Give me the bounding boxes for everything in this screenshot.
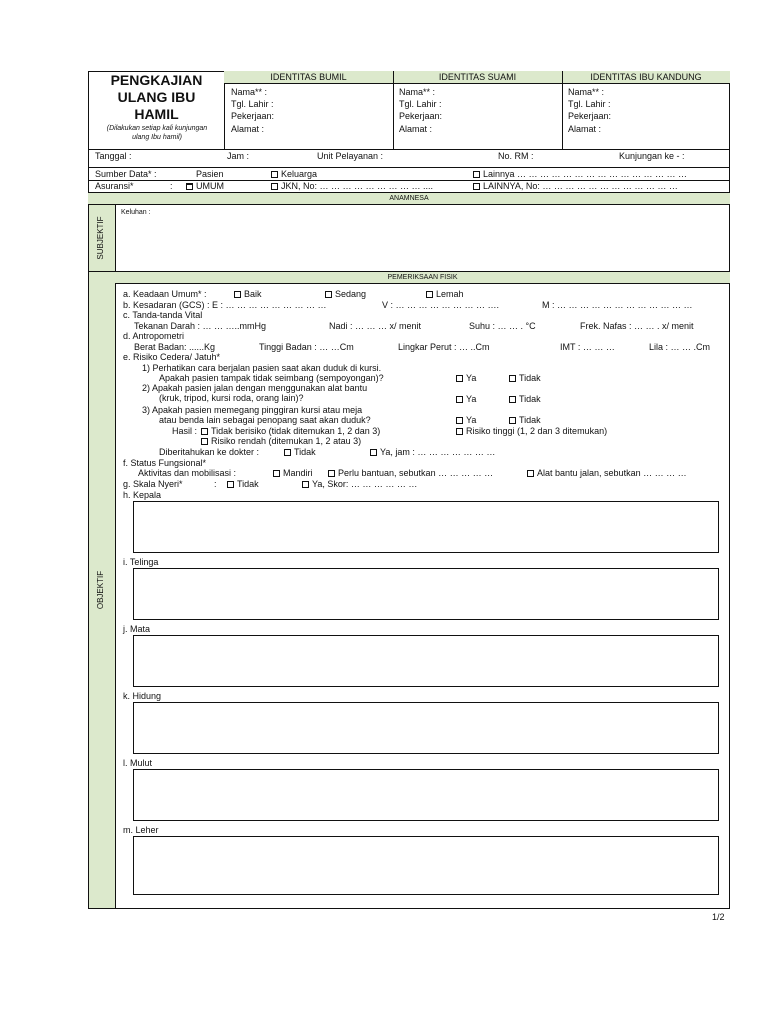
unit-pelayanan-field[interactable]: Unit Pelayanan :: [317, 151, 384, 161]
asuransi-jkn-option[interactable]: [271, 181, 433, 192]
mulut-input[interactable]: [133, 769, 719, 821]
hasil-risiko-tinggi-label: Risiko tinggi (1, 2 dan 3 ditemukan): [466, 426, 608, 436]
nyeri-tidak-label: Tidak: [237, 479, 259, 489]
checkbox-icon[interactable]: [370, 449, 377, 456]
kepala-input[interactable]: [133, 501, 719, 553]
leher-label: m. Leher: [123, 825, 159, 835]
checkbox-icon[interactable]: [284, 449, 291, 456]
asuransi-label: Asuransi*: [95, 181, 134, 191]
risiko-q2-tidak-option[interactable]: [509, 394, 541, 405]
suhu-field[interactable]: Suhu : … … . °C: [469, 321, 536, 331]
checkbox-icon[interactable]: [456, 428, 463, 435]
jam-field[interactable]: Jam :: [227, 151, 250, 161]
telinga-label: i. Telinga: [123, 557, 159, 567]
aktivitas-label: Aktivitas dan mobilisasi :: [138, 468, 237, 478]
asuransi-lainnya-label: LAINNYA, No: … … … … … … … … … … … …: [483, 181, 678, 191]
alat-bantu-option[interactable]: [527, 468, 687, 479]
hasil-tidak-berisiko-label: Tidak berisiko (tidak ditemukan 1, 2 dan 3): [211, 426, 381, 436]
checkbox-icon[interactable]: [426, 291, 433, 298]
risiko-q1-detail: Apakah pasien tampak tidak seimbang (sempoyongan)?: [159, 373, 384, 383]
checkbox-icon[interactable]: [325, 291, 332, 298]
kepala-label: h. Kepala: [123, 490, 162, 500]
tidak-label: Tidak: [519, 373, 541, 383]
checkbox-icon[interactable]: [456, 396, 463, 403]
asuransi-jkn-label: JKN, No: … … … … … … … … … ....: [281, 181, 434, 191]
identity-header-bumil: IDENTITAS BUMIL: [270, 72, 347, 82]
title-note: (Dilakukan setiap kali kunjungan ulang Ibu hamil): [106, 125, 208, 141]
asuransi-umum-label: UMUM: [196, 181, 224, 191]
asuransi-umum-option[interactable]: [186, 181, 224, 192]
checkbox-icon[interactable]: [473, 171, 480, 178]
hidung-label: k. Hidung: [123, 691, 162, 701]
checkbox-icon[interactable]: [186, 183, 193, 190]
hasil-risiko-rendah-option[interactable]: [201, 436, 361, 447]
hasil-risiko-rendah-label: Risiko rendah (ditemukan 1, 2 atau 3): [211, 436, 362, 446]
checkbox-icon[interactable]: [201, 428, 208, 435]
mandiri-option[interactable]: [273, 468, 313, 479]
checkbox-icon[interactable]: [509, 396, 516, 403]
checkbox-icon[interactable]: [271, 171, 278, 178]
tidak-label: Tidak: [519, 394, 541, 404]
checkbox-icon[interactable]: [273, 470, 280, 477]
keadaan-baik-option[interactable]: [234, 289, 262, 300]
ya-label: Ya: [466, 394, 477, 404]
risiko-q2-text: 2) Apakah pasien jalan dengan menggunakan alat bantu: [142, 383, 368, 393]
checkbox-icon[interactable]: [509, 417, 516, 424]
divider: [88, 167, 730, 168]
risiko-cedera-label: e. Risiko Cedera/ Jatuh*: [123, 352, 221, 362]
bumil-tgl-lahir-field[interactable]: Tgl. Lahir :: [231, 99, 274, 109]
suami-nama-field[interactable]: Nama** :: [399, 87, 436, 97]
skala-nyeri-colon: :: [214, 479, 217, 489]
status-fungsional-label: f. Status Fungsional*: [123, 458, 207, 468]
hasil-risiko-tinggi-option[interactable]: [456, 426, 607, 437]
kunjungan-field[interactable]: Kunjungan ke - :: [619, 151, 685, 161]
divider: [88, 149, 730, 150]
nadi-field[interactable]: Nadi : … … … x/ menit: [329, 321, 422, 331]
asuransi-lainnya-option[interactable]: [473, 181, 678, 192]
nyeri-tidak-option[interactable]: [227, 479, 259, 490]
lila-field[interactable]: Lila : … … .Cm: [649, 342, 711, 352]
risiko-q1-ya-option[interactable]: [456, 373, 476, 384]
sumber-data-label: Sumber Data* :: [95, 169, 157, 179]
no-rm-field[interactable]: No. RM :: [498, 151, 534, 161]
ibu-kandung-alamat-field[interactable]: Alamat :: [568, 124, 602, 134]
kesadaran-v-field[interactable]: V : … … … … … … … … ….: [382, 300, 500, 310]
bumil-nama-field[interactable]: Nama** :: [231, 87, 268, 97]
imt-field[interactable]: IMT : … … …: [560, 342, 615, 352]
antropometri-label: d. Antropometri: [123, 331, 185, 341]
perlu-bantuan-label: Perlu bantuan, sebutkan … … … … …: [338, 468, 494, 478]
checkbox-icon[interactable]: [234, 291, 241, 298]
checkbox-icon[interactable]: [201, 438, 208, 445]
tanggal-field[interactable]: Tanggal :: [95, 151, 132, 161]
checkbox-icon[interactable]: [456, 417, 463, 424]
page-number: 1/2: [712, 912, 725, 922]
kesadaran-e-field[interactable]: b. Kesadaran (GCS) : E : … … … … … … … … …: [123, 300, 327, 310]
keadaan-lemah-label: Lemah: [436, 289, 464, 299]
title-line-1: PENGKAJIAN: [110, 72, 203, 88]
keadaan-umum-label: a. Keadaan Umum* :: [123, 289, 207, 299]
alat-bantu-label: Alat bantu jalan, sebutkan … … … …: [537, 468, 687, 478]
risiko-q3-ya-option[interactable]: [456, 415, 476, 426]
kesadaran-m-field[interactable]: M : … … … … … … … … … … … …: [542, 300, 693, 310]
sumber-pasien-label: Pasien: [196, 169, 224, 179]
asuransi-colon: :: [170, 181, 173, 191]
ibu-kandung-tgl-lahir-field[interactable]: Tgl. Lahir :: [568, 99, 611, 109]
keluhan-label: Keluhan :: [121, 209, 151, 216]
sumber-lainnya-label: Lainnya … … … … … … … … … … … … … … …: [483, 169, 688, 179]
risiko-q2-detail: (kruk, tripod, kursi roda, orang lain)?: [159, 393, 304, 403]
ya-label: Ya: [466, 415, 477, 425]
ibu-kandung-pekerjaan-field[interactable]: Pekerjaan:: [568, 111, 612, 121]
tidak-label: Tidak: [519, 415, 541, 425]
hidung-input[interactable]: [133, 702, 719, 754]
diberitahukan-label: Diberitahukan ke dokter :: [159, 447, 260, 457]
checkbox-icon[interactable]: [509, 375, 516, 382]
form-title: [89, 72, 224, 123]
ya-label: Ya: [466, 373, 477, 383]
berat-badan-field[interactable]: Berat Badan: ......Kg: [134, 342, 216, 352]
subjektif-label: SUBJEKTIF: [96, 216, 105, 260]
nyeri-ya-option[interactable]: [302, 479, 417, 490]
keadaan-baik-label: Baik: [244, 289, 262, 299]
objektif-label: OBJEKTIF: [96, 570, 105, 610]
skala-nyeri-label: g. Skala Nyeri*: [123, 479, 183, 489]
keadaan-lemah-option[interactable]: [426, 289, 464, 300]
diberitahukan-ya-option[interactable]: [370, 447, 495, 458]
tidak-label: Tidak: [294, 447, 316, 457]
lingkar-perut-field[interactable]: Lingkar Perut : … ..Cm: [398, 342, 490, 352]
keadaan-sedang-option[interactable]: [325, 289, 366, 300]
checkbox-icon[interactable]: [302, 481, 309, 488]
pemeriksaan-label: PEMERIKSAAN FISIK: [387, 274, 458, 281]
checkbox-icon[interactable]: [473, 183, 480, 190]
identity-header-ibu-kandung: IDENTITAS IBU KANDUNG: [590, 72, 702, 82]
risiko-q3-detail: atau benda lain sebagai penopang saat akan duduk?: [159, 415, 371, 425]
checkbox-icon[interactable]: [456, 375, 463, 382]
tanda-vital-label: c. Tanda-tanda Vital: [123, 310, 203, 320]
diberitahukan-ya-label: Ya, jam : … … … … … … …: [380, 447, 496, 457]
suami-alamat-field[interactable]: Alamat :: [399, 124, 433, 134]
perlu-bantuan-option[interactable]: [328, 468, 493, 479]
divider: [115, 205, 116, 909]
mata-input[interactable]: [133, 635, 719, 687]
checkbox-icon[interactable]: [271, 183, 278, 190]
telinga-input[interactable]: [133, 568, 719, 620]
hasil-label: Hasil :: [172, 426, 198, 436]
checkbox-icon[interactable]: [527, 470, 534, 477]
risiko-q1-tidak-option[interactable]: [509, 373, 541, 384]
sumber-lainnya-option[interactable]: [473, 169, 687, 180]
tinggi-badan-field[interactable]: Tinggi Badan : … …Cm: [259, 342, 354, 352]
risiko-q3-text: 3) Apakah pasien memegang pinggiran kursi atau meja: [142, 405, 363, 415]
keadaan-sedang-label: Sedang: [335, 289, 367, 299]
identity-header-suami: IDENTITAS SUAMI: [438, 72, 517, 82]
leher-input[interactable]: [133, 836, 719, 895]
mata-label: j. Mata: [123, 624, 151, 634]
bumil-pekerjaan-field[interactable]: Pekerjaan:: [231, 111, 275, 121]
mulut-label: l. Mulut: [123, 758, 153, 768]
sumber-pasien-option[interactable]: [186, 169, 224, 180]
diberitahukan-tidak-option[interactable]: [284, 447, 316, 458]
bumil-alamat-field[interactable]: Alamat :: [231, 124, 265, 134]
risiko-q1-text: 1) Perhatikan cara berjalan pasien saat akan duduk di kursi.: [142, 363, 382, 373]
suami-pekerjaan-field[interactable]: Pekerjaan:: [399, 111, 443, 121]
ibu-kandung-nama-field[interactable]: Nama** :: [568, 87, 605, 97]
tekanan-darah-field[interactable]: Tekanan Darah : … … …..mmHg: [134, 321, 267, 331]
risiko-q3-tidak-option[interactable]: [509, 415, 541, 426]
sumber-keluarga-option[interactable]: [271, 169, 317, 180]
mandiri-label: Mandiri: [283, 468, 313, 478]
suami-tgl-lahir-field[interactable]: Tgl. Lahir :: [399, 99, 442, 109]
keluhan-input[interactable]: [116, 217, 729, 271]
sumber-keluarga-label: Keluarga: [281, 169, 318, 179]
frek-nafas-field[interactable]: Frek. Nafas : … … . x/ menit: [580, 321, 694, 331]
title-line-2: ULANG IBU: [117, 89, 196, 105]
checkbox-icon[interactable]: [227, 481, 234, 488]
anamnesa-label: ANAMNESA: [389, 195, 429, 202]
title-line-3: HAMIL: [134, 106, 179, 122]
risiko-q2-ya-option[interactable]: [456, 394, 476, 405]
nyeri-ya-label: Ya, Skor: … … … … … …: [312, 479, 418, 489]
checkbox-icon[interactable]: [328, 470, 335, 477]
